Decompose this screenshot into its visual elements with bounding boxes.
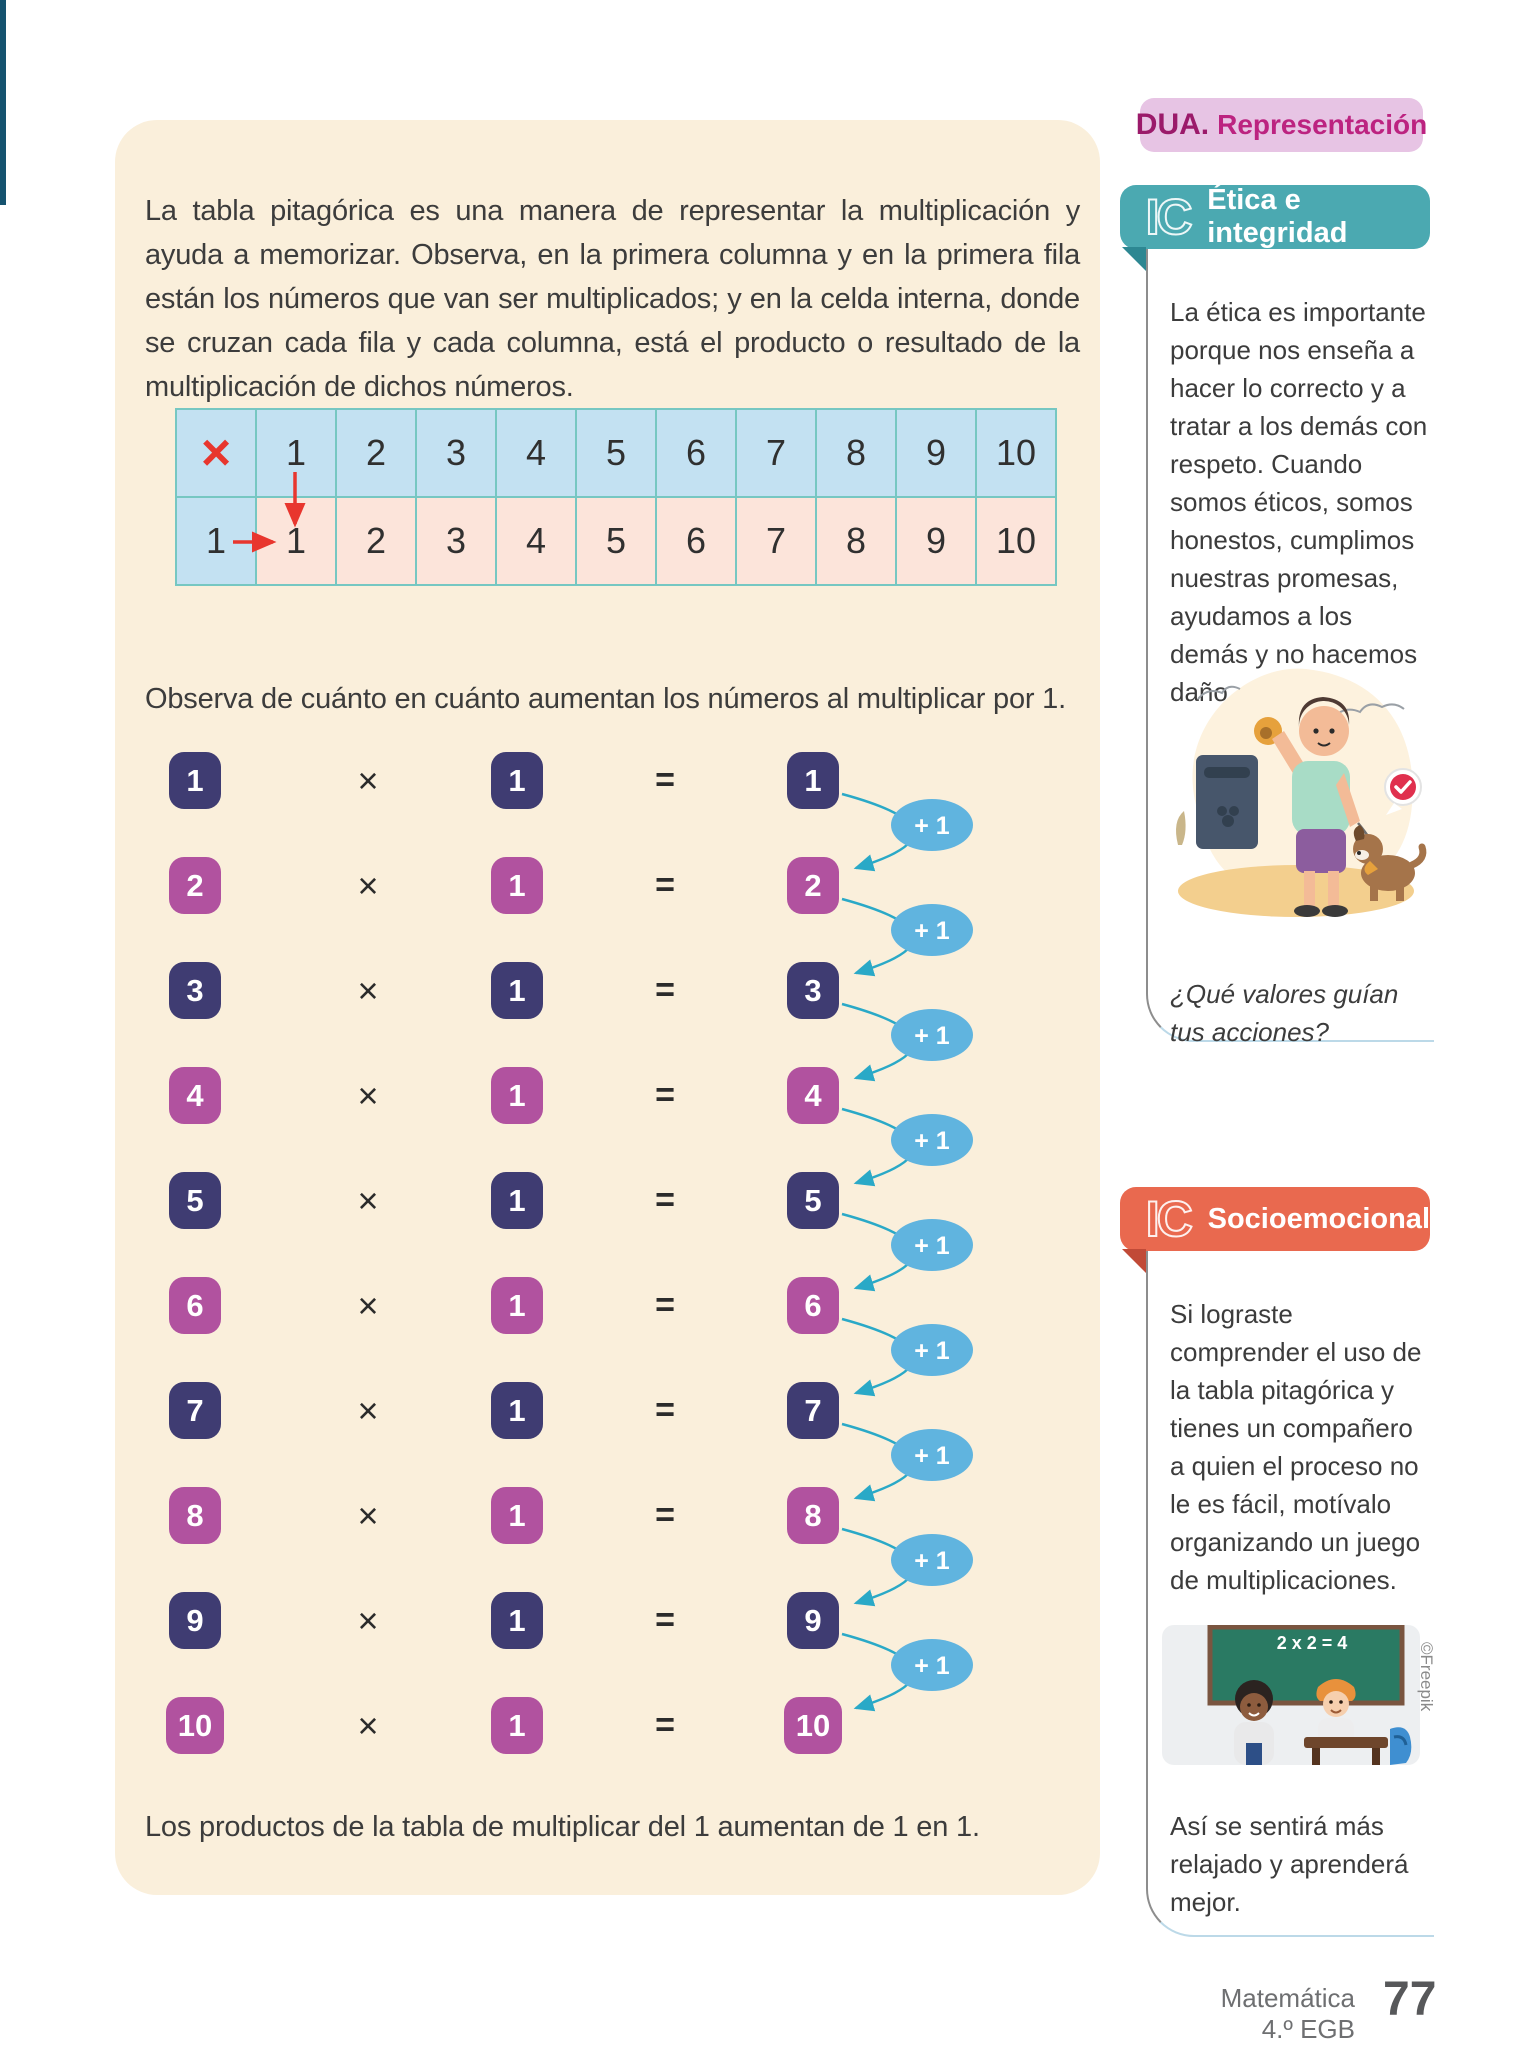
multiplier-box: 1 — [491, 752, 543, 809]
chalkboard-equation: 2 x 2 = 4 — [1276, 1633, 1348, 1653]
product-box-wrap — [768, 857, 858, 914]
equation-row — [0, 962, 1010, 1019]
product-box: 5 — [787, 1172, 839, 1229]
dua-label: Representación — [1217, 109, 1428, 140]
multiplier-box: 1 — [491, 1277, 543, 1334]
table-row-label-cell: 1 — [176, 497, 256, 585]
intro-paragraph: La tabla pitagórica es una manera de representar la multiplicación y ayuda a memorizar. Observa, en la primera columna y en la primera fila están los números que van ser multiplicados; y en la celda interna, donde se cruzan cada fila y cada columna, está el producto o resultado de la multiplicación de dichos números. — [145, 195, 1080, 403]
factor-box-wrap — [150, 857, 240, 914]
increment-label: + 1 — [914, 1336, 950, 1365]
equation-row — [0, 1277, 1010, 1334]
product-box: 2 — [787, 857, 839, 914]
table-product-cell: 8 — [816, 497, 896, 585]
table-product-cell: 1 — [256, 497, 336, 585]
table-product-cell: 4 — [496, 497, 576, 585]
dua-badge — [1135, 98, 1428, 152]
equals-symbol: = — [655, 1706, 675, 1744]
equals-symbol: = — [655, 1076, 675, 1114]
multiplier-box-wrap — [472, 1487, 562, 1544]
equation-row — [0, 1067, 1010, 1124]
table-product-cell: 2 — [336, 497, 416, 585]
ethics-question: ¿Qué valores guían tus acciones? — [1170, 979, 1399, 1047]
equals-symbol: = — [655, 761, 675, 799]
increment-label: + 1 — [914, 1021, 950, 1050]
product-box-wrap — [768, 1382, 858, 1439]
increment-label: + 1 — [914, 916, 950, 945]
increment-label: + 1 — [914, 1126, 950, 1155]
multiplier-box: 1 — [491, 1592, 543, 1649]
multiplier-box-wrap — [472, 857, 562, 914]
multiplier-box-wrap — [472, 1067, 562, 1124]
product-box-wrap — [768, 1487, 858, 1544]
freepik-credit: ©Freepik — [1417, 1642, 1436, 1712]
table-header-cell: 3 — [416, 409, 496, 497]
increment-label: + 1 — [914, 811, 950, 840]
product-box: 8 — [787, 1487, 839, 1544]
classroom-illustration — [1162, 1625, 1420, 1765]
table-header-cell: 8 — [816, 409, 896, 497]
table-header-cell: 6 — [656, 409, 736, 497]
social-card-body — [1146, 1251, 1434, 1937]
social-header-fold — [1122, 1249, 1146, 1273]
ethics-header-fold — [1122, 247, 1146, 271]
factor-box: 8 — [169, 1487, 221, 1544]
times-symbol: × — [357, 1495, 379, 1536]
product-box: 9 — [787, 1592, 839, 1649]
factor-box: 5 — [169, 1172, 221, 1229]
equation-row — [0, 1487, 1010, 1544]
equals-symbol: = — [655, 1391, 675, 1429]
factor-box-wrap — [150, 1697, 240, 1754]
table-header-cell: 2 — [336, 409, 416, 497]
factor-box-wrap — [150, 962, 240, 1019]
product-box: 6 — [787, 1277, 839, 1334]
multiplier-box-wrap — [472, 1592, 562, 1649]
product-box: 3 — [787, 962, 839, 1019]
factor-box-wrap — [150, 1172, 240, 1229]
table-header-cell: 1 — [256, 409, 336, 497]
times-symbol: × — [357, 1180, 379, 1221]
ethics-card-body — [1146, 249, 1434, 1047]
table-product-cell: 3 — [416, 497, 496, 585]
social-closing-text: Así se sentirá más relajado y aprenderá mejor. — [1170, 1811, 1409, 1917]
product-box-wrap — [768, 962, 858, 1019]
equation-row — [0, 857, 1010, 914]
table-header-cell: 9 — [896, 409, 976, 497]
table-product-cell: 5 — [576, 497, 656, 585]
product-box-wrap — [768, 1592, 858, 1649]
table-product-cell: 6 — [656, 497, 736, 585]
product-box-wrap — [768, 1697, 858, 1754]
product-box-wrap — [768, 1067, 858, 1124]
factor-box-wrap — [150, 1382, 240, 1439]
factor-box: 1 — [169, 752, 221, 809]
table-header-cell: 4 — [496, 409, 576, 497]
footer-subject: Matemática — [1220, 1983, 1355, 2013]
factor-box: 2 — [169, 857, 221, 914]
footer-meta — [1000, 1983, 1355, 2045]
multiplier-box-wrap — [472, 1382, 562, 1439]
factor-box-wrap — [150, 752, 240, 809]
product-box-wrap — [768, 752, 858, 809]
factor-box-wrap — [150, 1487, 240, 1544]
equation-row — [0, 752, 1010, 809]
equals-symbol: = — [655, 866, 675, 904]
observe-paragraph: Observa de cuánto en cuánto aumentan los números al multiplicar por 1. — [145, 683, 1066, 715]
multiplier-box-wrap — [472, 1697, 562, 1754]
pythagorean-table — [175, 408, 1057, 586]
multiplier-box-wrap — [472, 1277, 562, 1334]
factor-box: 7 — [169, 1382, 221, 1439]
table-header-cell: 7 — [736, 409, 816, 497]
equals-symbol: = — [655, 971, 675, 1009]
factor-box: 10 — [166, 1697, 224, 1754]
social-card-text: Si lograste comprender el uso de la tabla pitagórica y tienes un compañero a quien el proceso no le es fácil, motívalo organizando un juego de multiplicaciones. — [1170, 1299, 1422, 1595]
factor-box: 9 — [169, 1592, 221, 1649]
ethics-card-header — [1120, 185, 1430, 249]
ethics-card-title: Ética e integridad — [1207, 184, 1348, 249]
table-product-cell: 9 — [896, 497, 976, 585]
footer-grade: 4.º EGB — [1261, 2014, 1355, 2044]
equals-symbol: = — [655, 1181, 675, 1219]
multiplier-box-wrap — [472, 962, 562, 1019]
times-symbol: × — [357, 760, 379, 801]
dua-prefix: DUA. — [1135, 108, 1210, 141]
accent-bar — [0, 0, 6, 205]
equation-row — [0, 1172, 1010, 1229]
product-box: 4 — [787, 1067, 839, 1124]
multiplier-box: 1 — [491, 1172, 543, 1229]
times-symbol: × — [357, 1390, 379, 1431]
product-box: 1 — [787, 752, 839, 809]
multiplication-list — [0, 752, 1010, 1767]
times-symbol: × — [357, 1705, 379, 1746]
multiplier-box: 1 — [491, 1382, 543, 1439]
equals-symbol: = — [655, 1601, 675, 1639]
table-operator-cell: × — [176, 409, 256, 497]
boy-walking-dog-illustration — [1156, 635, 1432, 941]
multiplier-box-wrap — [472, 752, 562, 809]
equation-row — [0, 1697, 1010, 1754]
page-number: 77 — [1383, 1973, 1437, 2026]
equals-symbol: = — [655, 1286, 675, 1324]
table-product-cell: 7 — [736, 497, 816, 585]
ethics-card-text: La ética es importante porque nos enseña a hacer lo correcto y a tratar a los demás con respeto. Cuando somos éticos, somos honestos, cumplimos nuestras promesas, ayudamos a los demás y no hacemos daño. — [1170, 297, 1428, 707]
factor-box-wrap — [150, 1277, 240, 1334]
factor-box: 4 — [169, 1067, 221, 1124]
social-card-title: Socioemocional — [1207, 1202, 1430, 1235]
increment-label: + 1 — [914, 1231, 950, 1260]
ic-logo-icon: IC — [1145, 1191, 1190, 1247]
multiplier-box: 1 — [491, 1067, 543, 1124]
ic-logo-icon: IC — [1145, 189, 1190, 245]
multiplier-box-wrap — [472, 1172, 562, 1229]
table-header-cell: 5 — [576, 409, 656, 497]
table-product-cell: 10 — [976, 497, 1056, 585]
multiplier-box: 1 — [491, 1487, 543, 1544]
times-symbol: × — [357, 865, 379, 906]
increment-label: + 1 — [914, 1546, 950, 1575]
table-header-cell: 10 — [976, 409, 1056, 497]
equals-symbol: = — [655, 1496, 675, 1534]
multiplier-box: 1 — [491, 857, 543, 914]
product-box-wrap — [768, 1172, 858, 1229]
multiplier-box: 1 — [491, 962, 543, 1019]
increment-label: + 1 — [914, 1651, 950, 1680]
times-symbol: × — [357, 1600, 379, 1641]
times-symbol: × — [357, 970, 379, 1011]
product-box-wrap — [768, 1277, 858, 1334]
equation-row — [0, 1382, 1010, 1439]
factor-box: 3 — [169, 962, 221, 1019]
equation-row — [0, 1592, 1010, 1649]
social-card-header — [1120, 1187, 1430, 1251]
times-symbol: × — [357, 1285, 379, 1326]
conclusion-paragraph: Los productos de la tabla de multiplicar del 1 aumentan de 1 en 1. — [145, 1811, 980, 1843]
factor-box-wrap — [150, 1067, 240, 1124]
factor-box: 6 — [169, 1277, 221, 1334]
product-box: 7 — [787, 1382, 839, 1439]
factor-box-wrap — [150, 1592, 240, 1649]
product-box: 10 — [784, 1697, 842, 1754]
increment-label: + 1 — [914, 1441, 950, 1470]
multiplier-box: 1 — [491, 1697, 543, 1754]
times-symbol: × — [357, 1075, 379, 1116]
